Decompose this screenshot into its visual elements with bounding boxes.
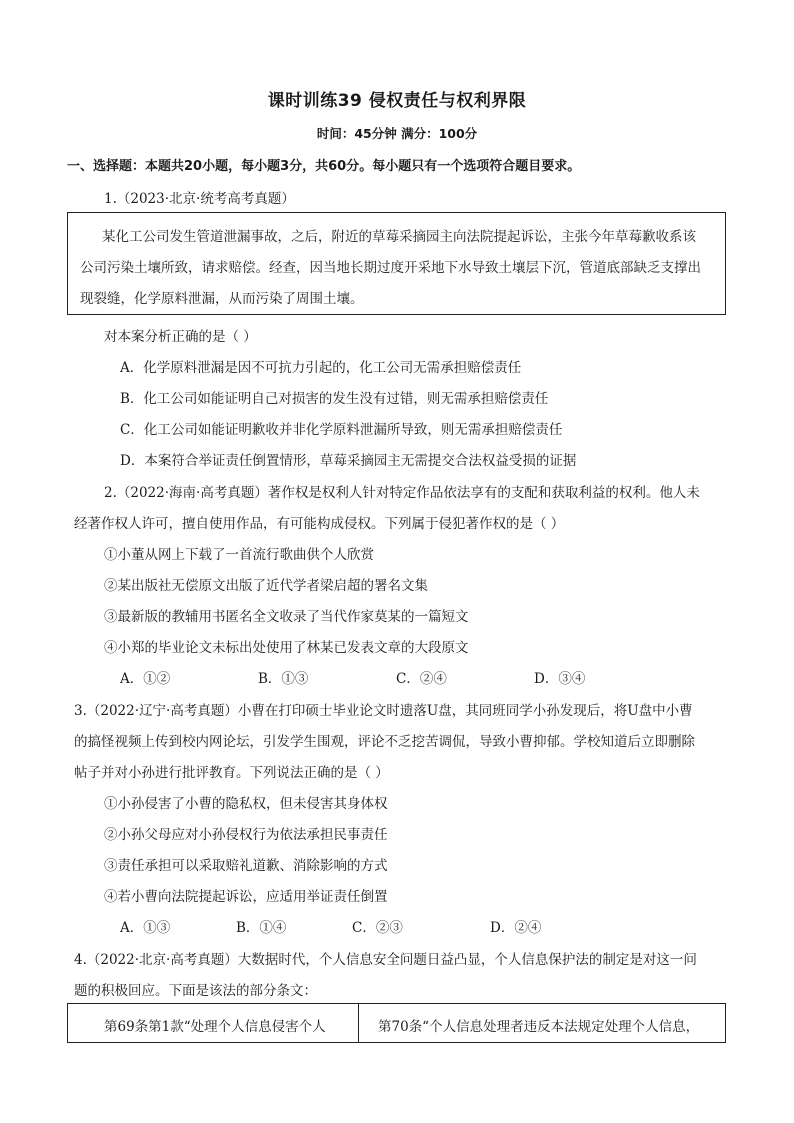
q3-item: ③责任承担可以采取赔礼道歉、消除影响的方式 xyxy=(104,858,388,874)
q2-choice-a: A．①② xyxy=(120,671,171,687)
q3-stem-line: 的搞怪视频上传到校内网论坛，引发学生围观，评论不乏挖苦调侃，导致小曹抑郁。学校知道后立即删除 xyxy=(74,734,695,750)
q3-stem-line: 帖子并对小孙进行批评教育。下列说法正确的是（ ） xyxy=(74,765,389,781)
table-cell-right: 第70条“个人信息处理者违反本法规定处理个人信息， xyxy=(378,1019,700,1035)
q1-material-line: 某化工公司发生管道泄漏事故，之后，附近的草莓采摘园主向法院提起诉讼，主张今年草莓歉收系该 xyxy=(102,229,696,245)
q2-choices xyxy=(120,667,585,687)
table-divider xyxy=(358,1004,359,1042)
q2-choice-b: B．①③ xyxy=(258,671,309,687)
q3-choice-b: B．①④ xyxy=(236,920,287,936)
q3-stem-line: 3.（2022·辽宁·高考真题）小曹在打印硕士毕业论文时遗落U盘，其同班同学小孙发现后，将U盘中小曹 xyxy=(74,703,693,719)
exam-info: 时间：45分钟 满分：100分 xyxy=(316,126,478,141)
q1-option-c: C．化工公司如能证明歉收并非化学原料泄漏所导致，则无需承担赔偿责任 xyxy=(120,422,563,438)
q1-material-line: 现裂缝，化学原料泄漏，从而污染了周围土壤。 xyxy=(80,291,364,307)
q3-choice-a: A．①③ xyxy=(120,920,171,936)
q3-item: ①小孙侵害了小曹的隐私权，但未侵害其身体权 xyxy=(104,796,388,812)
q1-option-d: D．本案符合举证责任倒置情形，草莓采摘园主无需提交合法权益受损的证据 xyxy=(120,453,577,469)
q2-stem-line: 2.（2022·海南·高考真题）著作权是权利人针对特定作品依法享有的支配和获取利益的权利。他人未 xyxy=(104,485,700,501)
q3-choice-c: C．②③ xyxy=(352,920,403,936)
q3-choices xyxy=(120,916,541,936)
q1-option-b: B．化工公司如能证明自己对损害的发生没有过错，则无需承担赔偿责任 xyxy=(120,391,549,407)
q2-choice-c: C．②④ xyxy=(396,671,447,687)
q2-choice-d: D．③④ xyxy=(534,671,586,687)
q2-item: ②某出版社无偿原文出版了近代学者梁启超的署名文集 xyxy=(104,578,428,594)
q1-option-a: A．化学原料泄漏是因不可抗力引起的，化工公司无需承担赔偿责任 xyxy=(120,360,522,376)
q3-choice-d: D．②④ xyxy=(490,920,542,936)
q1-material-line: 公司污染土壤所致，请求赔偿。经查，因当地长期过度开采地下水导致土壤层下沉，管道底部缺乏支撑出 xyxy=(80,260,701,276)
page-title: 课时训练39 侵权责任与权利界限 xyxy=(267,91,527,111)
q1-stem: 对本案分析正确的是（ ） xyxy=(104,329,257,345)
table-cell-left: 第69条第1款“处理个人信息侵害个人 xyxy=(104,1019,326,1035)
q2-stem-line: 经著作权人许可，擅自使用作品，有可能构成侵权。下列属于侵犯著作权的是（ ） xyxy=(74,516,565,532)
q3-item: ②小孙父母应对小孙侵权行为依法承担民事责任 xyxy=(104,827,388,843)
q2-item: ④小郑的毕业论文未标出处使用了林某已发表文章的大段原文 xyxy=(104,640,469,656)
q3-item: ④若小曹向法院提起诉讼，应适用举证责任倒置 xyxy=(104,889,388,905)
q1-label: 1.（2023·北京·统考高考真题） xyxy=(104,191,295,207)
q4-stem-line: 题的积极回应。下面是该法的部分条文： xyxy=(74,983,317,999)
q4-stem-line: 4.（2022·北京·高考真题）大数据时代，个人信息安全问题日益凸显，个人信息保护法的制定是对这一问 xyxy=(74,952,697,968)
section-heading: 一、选择题：本题共20小题，每小题3分，共60分。每小题只有一个选项符合题目要求。 xyxy=(67,159,581,174)
q4-law-table xyxy=(67,1003,726,1043)
q2-item: ①小董从网上下载了一首流行歌曲供个人欣赏 xyxy=(104,547,374,563)
q1-material-box xyxy=(67,212,726,315)
q2-item: ③最新版的教辅用书匿名全文收录了当代作家莫某的一篇短文 xyxy=(104,609,469,625)
